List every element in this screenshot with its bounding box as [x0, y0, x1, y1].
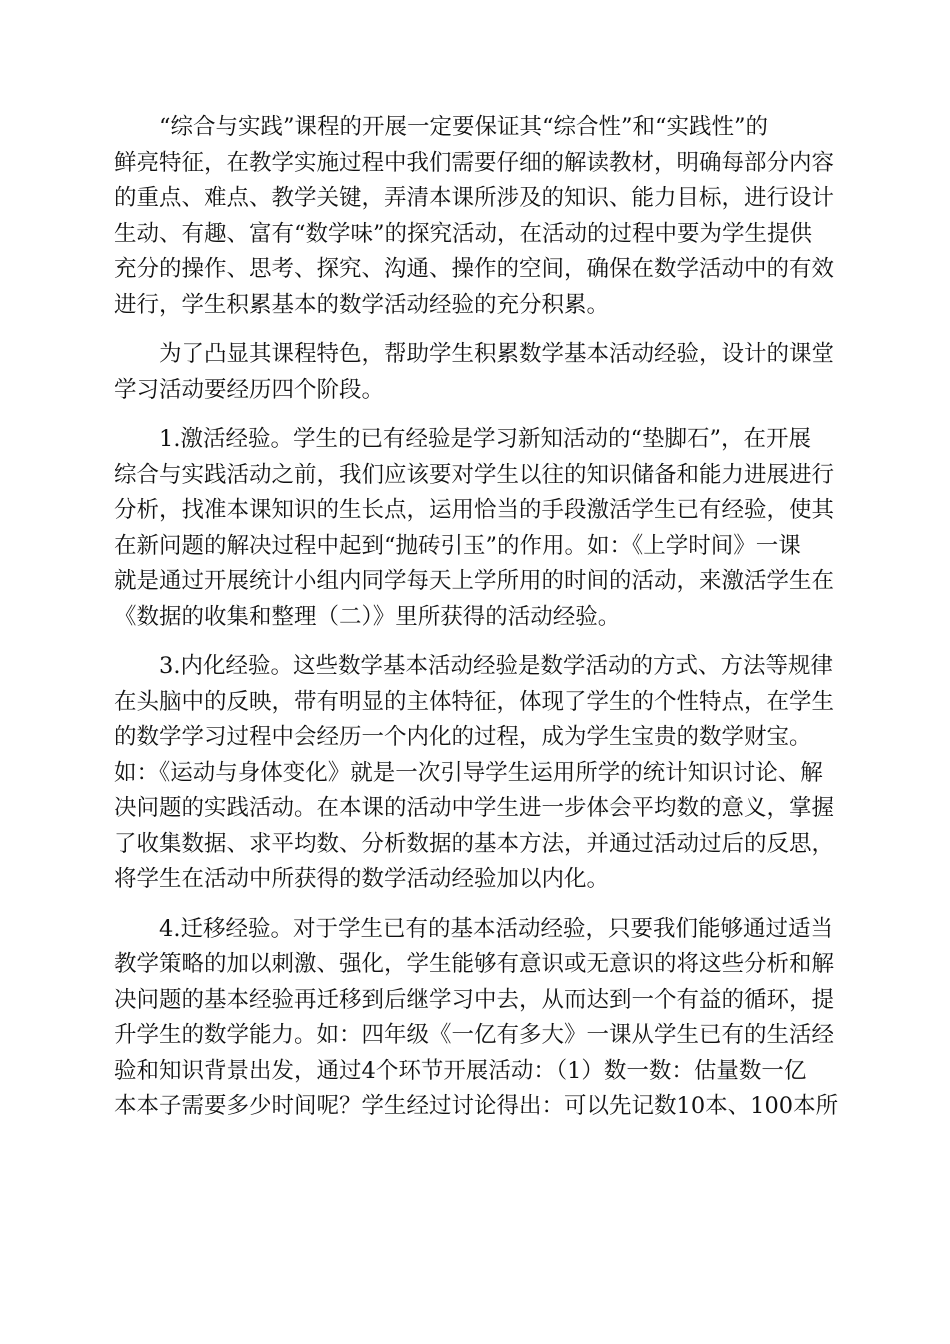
paragraph-internalize-experience — [114, 649, 834, 898]
text-line: 如：《运动与身体变化》就是一次引导学生运用所学的统计知识讨论、解 — [114, 759, 823, 786]
text-line: 1.激活经验。学生的已有经验是学习新知活动的“垫脚石”，在开展 — [114, 426, 811, 452]
text-line: 教学策略的加以刺激、强化，学生能够有意识或无意识的将这些分析和解 — [114, 951, 835, 977]
text-line: 生动、有趣、富有“数学味”的探究活动，在活动的过程中要为学生提供 — [114, 220, 813, 247]
text-line: 《数据的收集和整理（二）》里所获得的活动经验。 — [114, 603, 621, 630]
paragraph-stages — [114, 337, 834, 408]
text-line: 将学生在活动中所获得的数学活动经验加以内化。 — [114, 866, 610, 892]
paragraph-transfer-experience — [114, 912, 839, 1125]
text-line: 的重点、难点、教学关键，弄清本课所涉及的知识、能力目标，进行设计 — [114, 185, 835, 211]
text-line: 综合与实践活动之前，我们应该要对学生以往的知识储备和能力进展进行 — [114, 461, 835, 488]
paragraph-activate-experience — [114, 422, 834, 635]
text-line: 本本子需要多少时间呢？学生经过讨论得出：可以先记数10本、100本所 — [114, 1093, 839, 1119]
text-line: 决问题的基本经验再迁移到后继学习中去，从而达到一个有益的循环，提 — [114, 986, 835, 1013]
text-line: 了收集数据、求平均数、分析数据的基本方法，并通过活动过后的反思， — [114, 830, 835, 857]
text-line: 决问题的实践活动。在本课的活动中学生进一步体会平均数的意义，掌握 — [114, 795, 835, 821]
text-line: 的数学学习过程中会经历一个内化的过程，成为学生宝贵的数学财宝。 — [114, 724, 812, 750]
text-line: 进行，学生积累基本的数学活动经验的充分积累。 — [114, 291, 610, 318]
paragraph-intro — [114, 110, 834, 323]
text-line: 4.迁移经验。对于学生已有的基本活动经验，只要我们能够通过适当 — [114, 915, 833, 942]
text-line: 就是通过开展统计小组内同学每天上学所用的时间的活动，来激活学生在 — [114, 568, 835, 594]
text-line: “综合与实践”课程的开展一定要保证其“综合性”和“实践性”的 — [114, 114, 769, 140]
text-line: 在头脑中的反映，带有明显的主体特征，体现了学生的个性特点，在学生 — [114, 688, 835, 715]
text-line: 升学生的数学能力。如：四年级《一亿有多大》一课从学生已有的生活经 — [114, 1022, 835, 1048]
text-line: 在新问题的解决过程中起到“抛砖引玉”的作用。如：《上学时间》一课 — [114, 532, 801, 559]
text-line: 鲜亮特征，在教学实施过程中我们需要仔细的解读教材，明确每部分内容 — [114, 149, 835, 176]
text-line: 3.内化经验。这些数学基本活动经验是数学活动的方式、方法等规律 — [114, 653, 833, 679]
text-line: 充分的操作、思考、探究、沟通、操作的空间，确保在数学活动中的有效 — [114, 256, 835, 282]
text-line: 验和知识背景出发，通过4个环节开展活动：（1）数一数：估量数一亿 — [114, 1057, 807, 1084]
text-line: 为了凸显其课程特色，帮助学生积累数学基本活动经验，设计的课堂 — [114, 341, 835, 367]
text-line: 学习活动要经历四个阶段。 — [114, 376, 385, 403]
text-line: 分析，找准本课知识的生长点，运用恰当的手段激活学生已有经验，使其 — [114, 497, 835, 523]
document-body — [114, 110, 839, 1139]
